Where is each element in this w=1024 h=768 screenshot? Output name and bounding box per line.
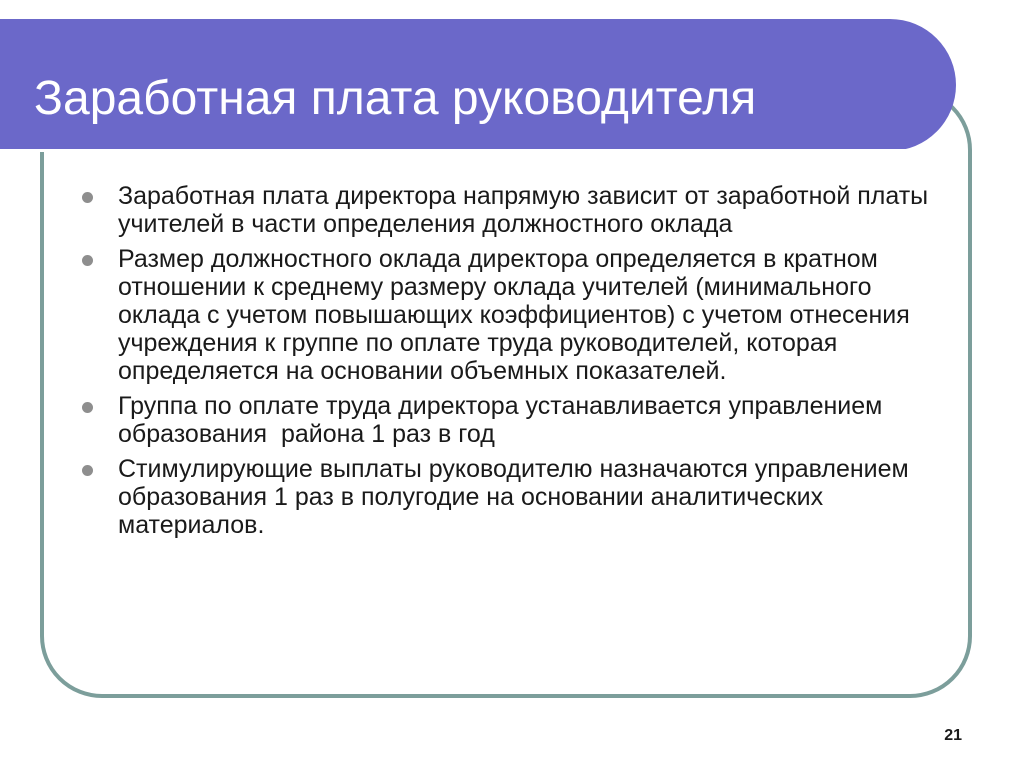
bullet-text: Группа по оплате труда директора устанавливается управлением образования района 1 раз в год (118, 392, 890, 448)
bullet-list (78, 182, 958, 546)
title-banner (0, 19, 956, 151)
page-number: 21 (944, 727, 962, 744)
bullet-dot-icon (82, 402, 93, 413)
slide-title: Заработная плата руководителя (34, 72, 757, 125)
bullet-item-1 (78, 182, 958, 238)
bullet-item-4 (78, 455, 958, 539)
bullet-dot-icon (82, 465, 93, 476)
bullet-dot-icon (82, 255, 93, 266)
bullet-text: Заработная плата директора напрямую зависит от заработной платы учителей в части определения должностного оклада (118, 182, 936, 238)
bullet-item-3 (78, 392, 958, 448)
bullet-text: Стимулирующие выплаты руководителю назначаются управлением образования 1 раз в полугодие на основании аналитических материалов. (118, 455, 916, 539)
bullet-dot-icon (82, 192, 93, 203)
bullet-text: Размер должностного оклада директора определяется в кратном отношении к среднему размеру оклада учителей (минимального оклада с учетом повышающих коэффициентов) с учетом отнесения учреждения к группе по оплате труда руководителей, которая определяется на основании объемных показателей. (118, 245, 917, 385)
bullet-item-2 (78, 245, 958, 385)
title-underline (0, 149, 906, 152)
